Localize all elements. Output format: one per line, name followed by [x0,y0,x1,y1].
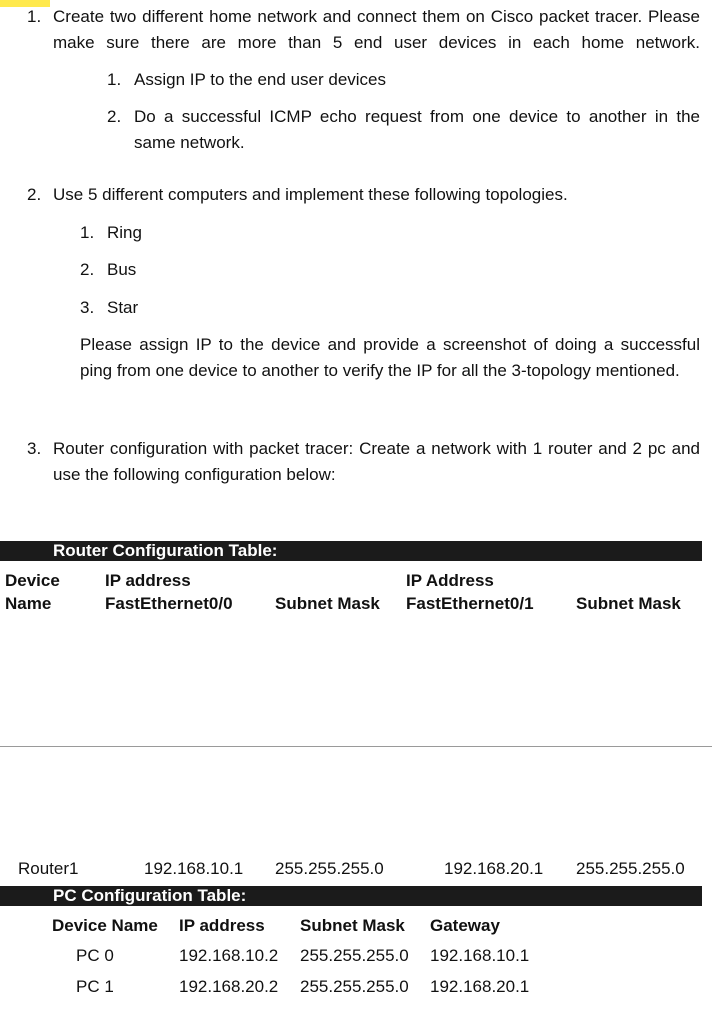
q2-sub1-number: 1. [80,223,95,242]
q1-text: Create two different home network and connect them on Cisco packet tracer. Please make sure there are more than 5 end user devices in each home network. [53,7,700,52]
q1-sub1-number: 1. [107,70,122,89]
pc0-subnet-mask: 255.255.255.0 [300,946,409,965]
router-header-ip1-line1: IP Address [406,571,494,590]
q2-note: Please assign IP to the device and provide a screenshot of doing a successful ping from one device to another to verify the IP for all the 3-topology mentioned. [80,335,700,380]
text-highlight-mark [0,0,50,7]
pc1-gateway: 192.168.20.1 [430,977,530,996]
q2-number: 2. [27,185,42,204]
router-row-mask0: 255.255.255.0 [275,859,384,878]
router-table-title-bar [0,541,702,561]
q2-sub1-text: Ring [107,223,142,242]
q2-text: Use 5 different computers and implement these following topologies. [53,185,568,204]
router-header-mask1: Subnet Mask [576,594,681,613]
router-header-ip1 [406,569,534,615]
router-header-ip1-line2: FastEthernet0/1 [406,594,534,613]
router-row-ip0: 192.168.10.1 [144,859,244,878]
router-header-ip0-line1: IP address [105,571,191,590]
router-row-device: Router1 [18,859,79,878]
router-header-mask0: Subnet Mask [275,594,380,613]
router-header-device-line1: Device [5,571,60,590]
q2-sub2-number: 2. [80,260,95,279]
router-row-mask1: 255.255.255.0 [576,859,685,878]
router-table-title: Router Configuration Table: [53,541,278,560]
router-header-ip0 [105,569,233,615]
router-row-ip1: 192.168.20.1 [444,859,544,878]
router-header-device-line2: Name [5,594,52,613]
pc-header-device-name: Device Name [52,916,158,935]
q3-text: Router configuration with packet tracer: Create a network with 1 router and 2 pc and use the following configuration below: [53,439,700,484]
pc-header-gateway: Gateway [430,916,500,935]
pc0-device-name: PC 0 [76,946,114,965]
q1-sub2-number: 2. [107,107,122,126]
q3-number: 3. [27,439,42,458]
router-header-device [5,569,60,615]
pc-table-title-bar [0,886,702,906]
table-divider [0,746,712,747]
q1-sub1-text: Assign IP to the end user devices [134,70,387,89]
q2-sub3-number: 3. [80,298,95,317]
q1-sub2-text: Do a successful ICMP echo request from one device to another in the same network. [134,107,700,152]
pc1-device-name: PC 1 [76,977,114,996]
pc1-subnet-mask: 255.255.255.0 [300,977,409,996]
q2-sub3-text: Star [107,298,139,317]
pc0-gateway: 192.168.10.1 [430,946,530,965]
pc1-ip-address: 192.168.20.2 [179,977,279,996]
pc0-ip-address: 192.168.10.2 [179,946,279,965]
q2-sub2-text: Bus [107,260,137,279]
pc-header-ip-address: IP address [179,916,265,935]
pc-header-subnet-mask: Subnet Mask [300,916,405,935]
router-header-ip0-line2: FastEthernet0/0 [105,594,233,613]
q1-number: 1. [27,7,42,26]
pc-table-title: PC Configuration Table: [53,886,247,905]
